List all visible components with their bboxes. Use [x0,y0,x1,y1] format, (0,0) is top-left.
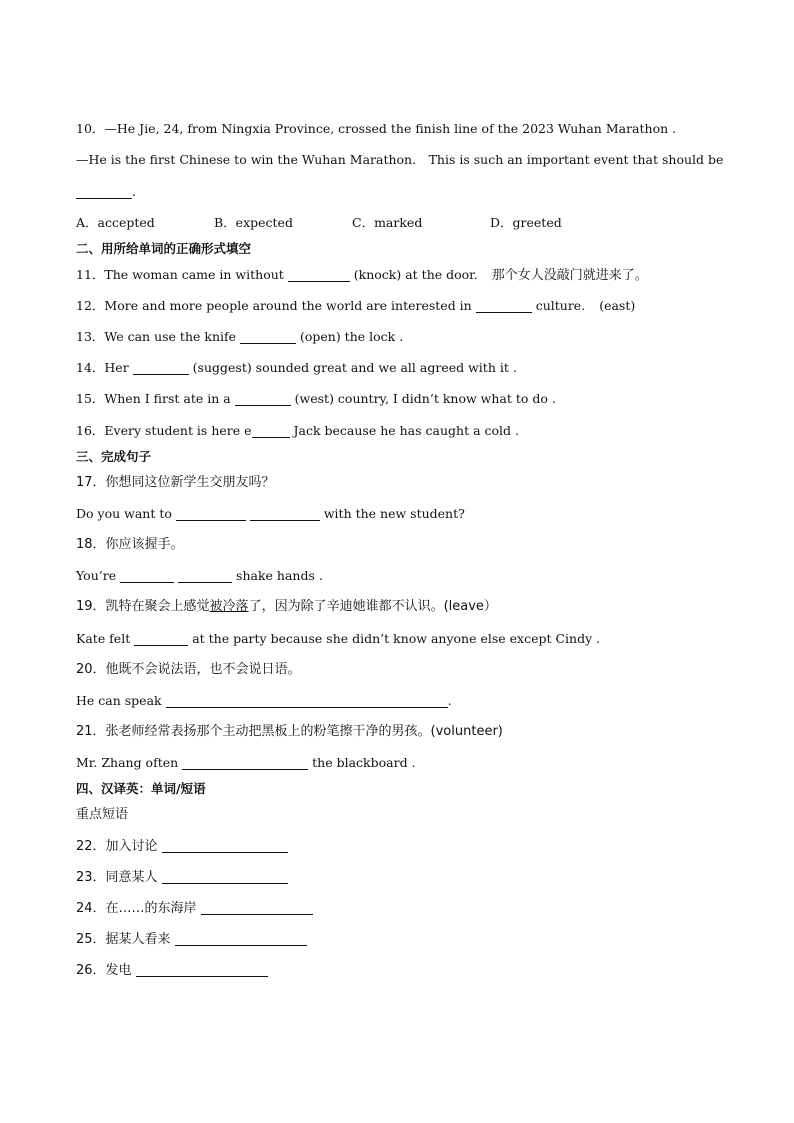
q17-chinese: 17．你想同这位新学生交朋友吗？ [76,475,275,490]
q13: 13．We can use the knife (open) the lock . [76,329,404,344]
option-b[interactable]: B．expected [214,215,293,230]
option-c[interactable]: C．marked [352,215,423,230]
answer-blank[interactable] [162,838,288,853]
q26: 26．发电 [76,962,268,980]
q20-chinese: 20．他既不会说法语，也不会说日语。 [76,662,301,677]
answer-blank[interactable] [166,693,448,708]
q22: 22．加入讨论 [76,838,288,856]
section-2-title: 二、用所给单词的正确形式填空 [76,241,252,256]
q18-english: You’re shake hands . [76,568,323,583]
q10-text1: —He Jie, 24, from Ningxia Province, crossed the finish line of the 2023 Wuhan Marathon . [104,121,677,136]
q19-english: Kate felt at the party because she didn’t know anyone else except Cindy . [76,631,601,646]
answer-blank[interactable] [162,869,288,884]
q21-english: Mr. Zhang often the blackboard . [76,755,416,770]
q21-chinese: 21．张老师经常表扬那个主动把黑板上的粉笔擦干净的男孩。(volunteer) [76,724,503,739]
q14: 14．Her (suggest) sounded great and we all agreed with it . [76,360,517,375]
option-d[interactable]: D．greeted [490,215,562,230]
answer-blank[interactable] [288,267,350,282]
answer-blank[interactable] [175,931,307,946]
answer-blank[interactable] [182,755,308,770]
answer-blank[interactable] [120,568,174,583]
answer-blank[interactable] [133,360,189,375]
q10-line2: —He is the first Chinese to win the Wuhan Marathon． This is such an important event that should be [76,152,724,167]
q10-number: 10． [76,121,105,136]
q16: 16．Every student is here e Jack because he has caught a cold . [76,423,519,438]
section-3-title: 三、完成句子 [76,449,152,464]
answer-blank[interactable] [235,391,291,406]
answer-blank[interactable] [134,631,188,646]
answer-blank[interactable] [201,900,313,915]
q18-chinese: 18．你应该握手。 [76,537,184,552]
answer-blank[interactable] [476,298,532,313]
q24: 24．在……的东海岸 [76,900,313,918]
q15: 15．When I first ate in a (west) country, I didn’t know what to do . [76,391,556,406]
answer-blank[interactable] [76,184,132,199]
q23: 23．同意某人 [76,869,288,887]
answer-blank[interactable] [240,329,296,344]
section-4-subtitle: 重点短语 [76,807,129,822]
q10-options [76,214,628,232]
q11: 11．The woman came in without (knock) at the door. 那个女人没敲门就进来了。 [76,267,648,283]
q19-chinese: 19．凯特在聚会上感觉被冷落了，因为除了辛迪她谁都不认识。(leave） [76,599,497,614]
q10-line3: . [76,183,136,201]
q12: 12．More and more people around the world are interested in culture. (east) [76,298,636,313]
q20-english: He can speak . [76,693,452,708]
option-a[interactable]: A．accepted [76,215,155,230]
q17-english: Do you want to with the new student? [76,506,465,521]
answer-blank[interactable] [252,423,290,438]
section-4-title: 四、汉译英：单词/短语 [76,781,206,796]
answer-blank[interactable] [250,506,320,521]
answer-blank[interactable] [178,568,232,583]
answer-blank[interactable] [136,962,268,977]
q10-line1 [76,120,676,138]
q25: 25．据某人看来 [76,931,307,949]
answer-blank[interactable] [176,506,246,521]
underlined-phrase: 被冷落 [209,599,249,614]
